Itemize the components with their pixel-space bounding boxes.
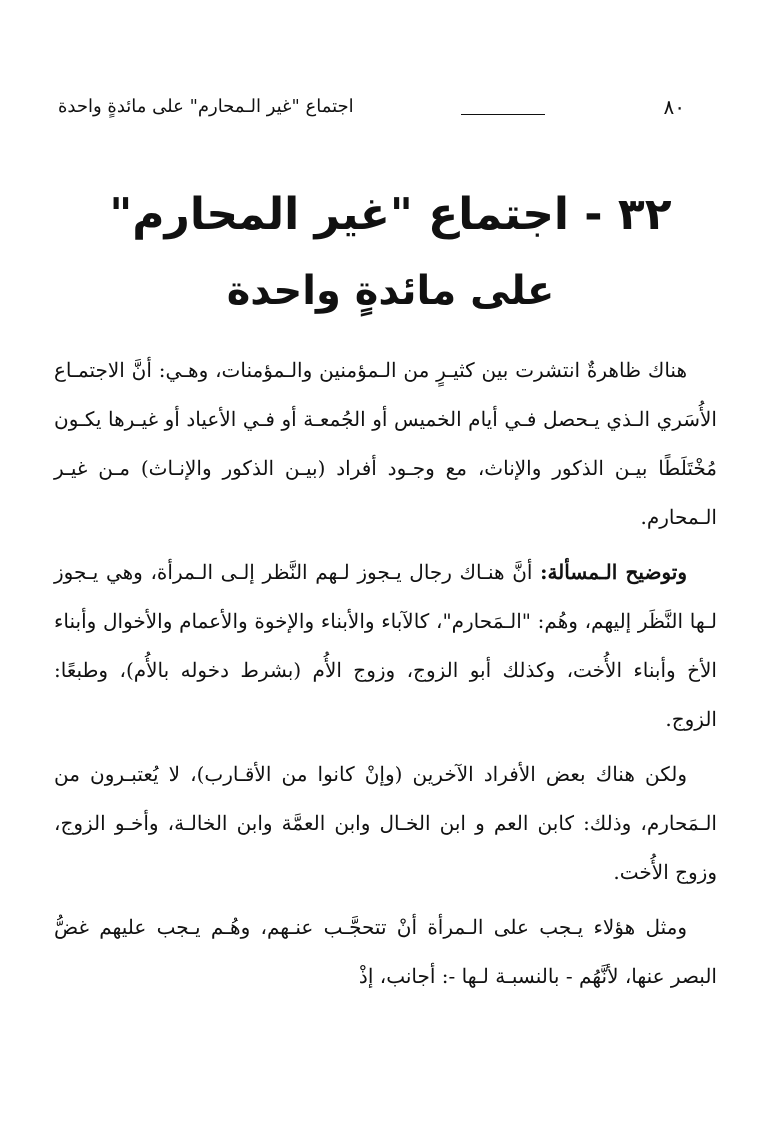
chapter-title: ٣٢ - اجتماع "غير المحارم": [109, 189, 672, 240]
paragraph-text: أنَّ هنـاك رجال يـجوز لـهم النَّظر إلـى الـمرأة، وهي يـجوز لـها النَّظَر إليهم، وهُم: "الـمَحارم"، كالآباء والأبناء والإخوة والأعمام والأخوال وأبناء الأخ وأبناء الأُخت، وكذلك أبو الزوج، وزوج الأُم (بشرط دخوله بالأُم)، وطبعًا: الزوج.: [54, 560, 717, 731]
paragraph-lead: وتوضيح الـمسألة:: [540, 560, 687, 584]
body-text: [54, 346, 717, 1007]
paragraph: [54, 548, 717, 744]
header-rule: [461, 114, 545, 115]
running-header: [58, 94, 721, 124]
paragraph: [54, 903, 717, 1001]
paragraph-text: هناك ظاهرةٌ انتشرت بين كثيـرٍ من الـمؤمنين والـمؤمنات، وهـي: أنَّ الاجتمـاع الأُسَري الـذي يـحصل فـي أيام الخميس أو الجُمعـة أو فـي الأعياد أو غيـرها يكـون مُخْتَلَطًا بيـن الذكور والإناث، مع وجـود أفراد (بيـن الذكور والإنـاث) مـن غيـر الـمحارم.: [54, 358, 717, 529]
chapter-subtitle: على مائدةٍ واحدة: [226, 268, 555, 314]
running-title: اجتماع "غير الـمحارم" على مائدةٍ واحدة: [58, 96, 354, 117]
paragraph-text: ولكن هناك بعض الأفراد الآخرين (وإنْ كانوا من الأقـارب)، لا يُعتبـرون من الـمَحارم، وذلك: كابن العم و ابن الخـال وابن العمَّة وابن الخالـة، وأخـو الزوج، وزوج الأُخت.: [54, 762, 717, 884]
paragraph: [54, 750, 717, 897]
page-number: ٨٠: [663, 95, 685, 119]
paragraph-text: ومثل هؤلاء يـجب على الـمرأة أنْ تتحجَّـب عنـهم، وهُـم يـجب عليهم غضُّ البصر عنها، لأنَّهُم - بالنسبـة لـها -: أجانب، إذْ: [54, 915, 717, 988]
paragraph: [54, 346, 717, 542]
